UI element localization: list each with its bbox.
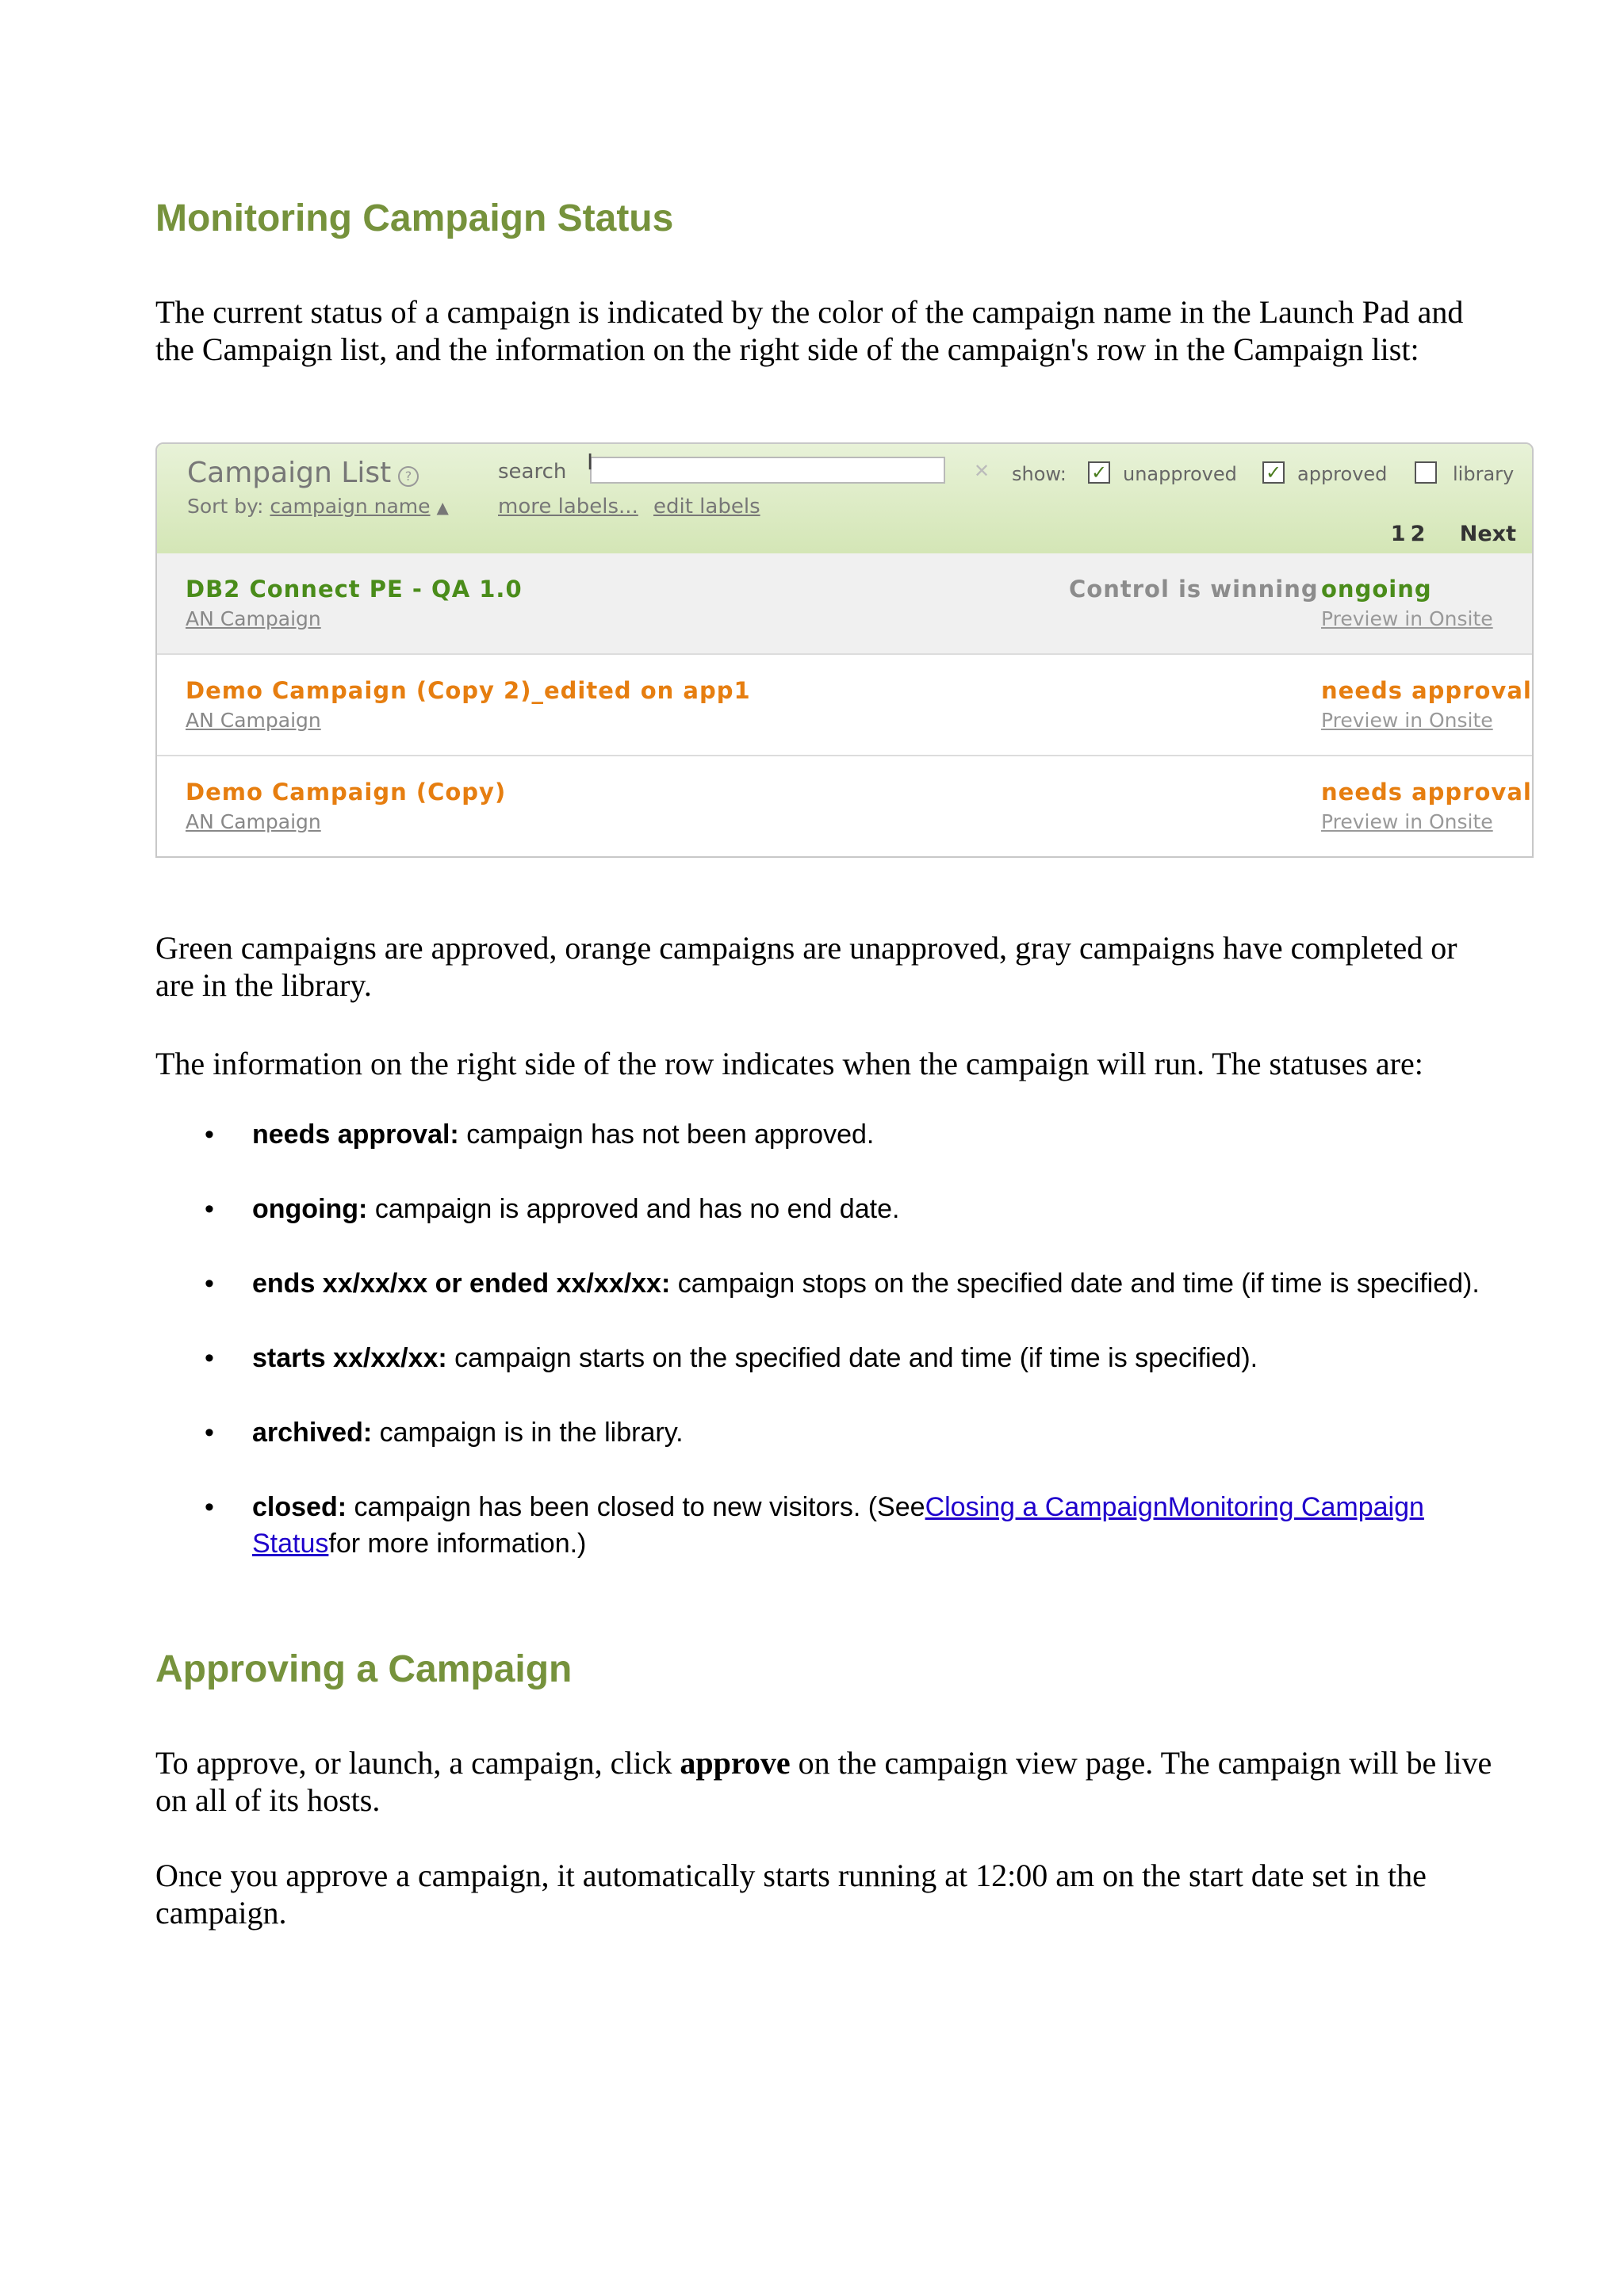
library-checkbox[interactable] — [1415, 461, 1437, 484]
page-2-link[interactable]: 2 — [1410, 522, 1426, 546]
clear-search-icon[interactable]: ✕ — [974, 460, 990, 482]
campaign-list-screenshot — [155, 442, 1534, 858]
status-term: ongoing: — [252, 1194, 368, 1224]
approve-text-before: To approve, or launch, a campaign, click — [155, 1745, 680, 1781]
preview-in-onsite-link[interactable]: Preview in Onsite — [1321, 709, 1493, 732]
pagination — [1383, 522, 1516, 546]
status-list — [155, 1116, 1503, 1600]
approve-paragraph — [155, 1744, 1503, 1819]
list-item — [155, 1340, 1503, 1376]
status-desc: campaign is in the library. — [372, 1418, 684, 1448]
more-labels-link[interactable]: more labels... — [498, 495, 638, 519]
list-item — [155, 1191, 1503, 1227]
edit-labels-link[interactable]: edit labels — [653, 495, 760, 519]
colors-paragraph: Green campaigns are approved, orange campaigns are unapproved, gray campaigns have completed or are in the library. — [155, 930, 1457, 1003]
approved-checkbox[interactable]: ✓ — [1262, 461, 1285, 484]
search-input[interactable] — [590, 457, 945, 484]
sort-by — [187, 495, 449, 518]
library-label: library — [1453, 463, 1515, 485]
search-label: search — [498, 460, 567, 484]
statuses-paragraph: The information on the right side of the row indicates when the campaign will run. The statuses are: — [155, 1046, 1423, 1081]
intro-paragraph: The current status of a campaign is indicated by the color of the campaign name in the Launch Pad and the Campaign list, and the information on the right side of the campaign's row in the Campaign list: — [155, 294, 1464, 367]
approve-text-after: on the campaign view page. The campaign will be live on all of its hosts. — [155, 1745, 1492, 1818]
show-label: show: — [1012, 463, 1067, 485]
status-desc: campaign is approved and has no end date. — [367, 1194, 900, 1224]
preview-in-onsite-link[interactable]: Preview in Onsite — [1321, 810, 1493, 833]
campaign-list-title: Campaign List — [187, 457, 392, 489]
status-term: starts xx/xx/xx: — [252, 1343, 447, 1373]
status-term: archived: — [252, 1418, 373, 1448]
unapproved-label: unapproved — [1123, 463, 1237, 485]
help-icon[interactable]: ? — [398, 466, 419, 487]
sort-arrow-icon[interactable]: ▲ — [436, 498, 449, 517]
sort-by-label: Sort by: — [187, 495, 264, 518]
approved-label: approved — [1297, 463, 1388, 485]
campaign-type[interactable]: AN Campaign — [186, 607, 321, 630]
sort-by-link[interactable]: campaign name — [270, 495, 431, 518]
list-item — [155, 1116, 1503, 1153]
heading-approving-a-campaign: Approving a Campaign — [155, 1648, 573, 1690]
status-desc: campaign stops on the specified date and time (if time is specified). — [670, 1269, 1480, 1299]
status-desc: campaign has been closed to new visitors. (See — [347, 1492, 925, 1522]
campaign-name[interactable]: Demo Campaign (Copy) — [186, 779, 507, 806]
status-term: closed: — [252, 1492, 347, 1522]
status-desc-after: for more information.) — [328, 1529, 587, 1559]
campaign-type[interactable]: AN Campaign — [186, 709, 321, 732]
campaign-status: ongoing — [1321, 576, 1432, 603]
heading-monitoring-campaign-status: Monitoring Campaign Status — [155, 197, 674, 239]
campaign-name[interactable]: Demo Campaign (Copy 2)_edited on app1 — [186, 677, 751, 704]
campaign-row[interactable] — [157, 655, 1532, 756]
preview-in-onsite-link[interactable]: Preview in Onsite — [1321, 607, 1493, 630]
closing-campaign-link[interactable]: Closing a CampaignMonitoring Campaign Status — [252, 1492, 1424, 1559]
page-1-link[interactable]: 1 — [1390, 522, 1406, 546]
approve-start-paragraph: Once you approve a campaign, it automatically starts running at 12:00 am on the start date set in the campaign. — [155, 1858, 1427, 1931]
status-desc: campaign starts on the specified date and time (if time is specified). — [446, 1343, 1258, 1373]
text-cursor-icon: I — [587, 449, 594, 475]
campaign-status: needs approval — [1321, 677, 1532, 704]
campaign-status: needs approval — [1321, 779, 1532, 806]
campaign-row[interactable] — [157, 553, 1532, 655]
list-item — [155, 1489, 1503, 1562]
campaign-name[interactable]: DB2 Connect PE - QA 1.0 — [186, 576, 523, 603]
campaign-list-header — [157, 444, 1532, 555]
status-term: needs approval: — [252, 1119, 459, 1150]
approve-bold: approve — [680, 1745, 791, 1781]
list-item — [155, 1414, 1503, 1451]
unapproved-checkbox[interactable]: ✓ — [1088, 461, 1110, 484]
campaign-row[interactable] — [157, 756, 1532, 858]
campaign-note: Control is winning — [1069, 576, 1319, 603]
list-item — [155, 1265, 1503, 1302]
campaign-type[interactable]: AN Campaign — [186, 810, 321, 833]
status-term: ends xx/xx/xx or ended xx/xx/xx: — [252, 1269, 671, 1299]
next-page-link[interactable]: Next — [1459, 522, 1516, 546]
status-desc: campaign has not been approved. — [458, 1119, 875, 1150]
